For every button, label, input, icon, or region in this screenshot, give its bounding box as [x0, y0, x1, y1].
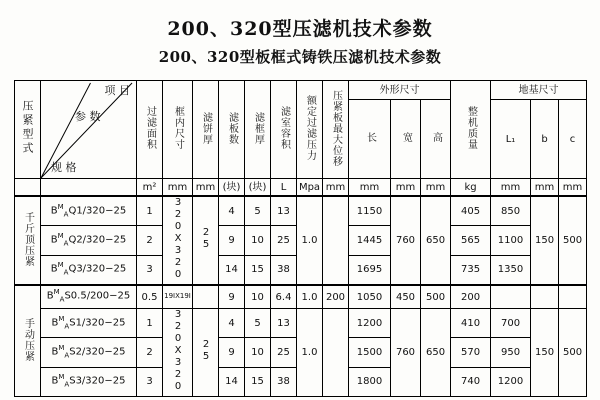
- model-sub: A: [63, 268, 69, 277]
- cell-plate-count: 9: [219, 338, 245, 367]
- cell-base-l1: 1100: [491, 226, 531, 255]
- cell-base-b: [531, 285, 559, 309]
- cell-base-b: 150: [531, 196, 559, 285]
- cell-base-c: 500: [559, 196, 587, 285]
- cell-outer-len: 1445: [349, 226, 391, 255]
- cell-chamber-volume: 25: [271, 226, 297, 255]
- cell-plate-count: 4: [219, 309, 245, 338]
- model-sup: M: [58, 373, 65, 382]
- header-corner-cell: [41, 81, 137, 179]
- header-outer-hgt: [421, 100, 451, 179]
- cell-frame-size: 19IX19I: [163, 285, 193, 309]
- model-sub: A: [59, 295, 65, 304]
- header-row-groups: [15, 81, 587, 100]
- model-cell: [41, 367, 137, 396]
- model-sup: M: [57, 202, 64, 211]
- unit-spec: [41, 179, 137, 197]
- header-chamber-volume: [271, 81, 297, 179]
- header-corner-spec: 规 格: [51, 160, 77, 174]
- cell-plate-thick: [193, 196, 219, 285]
- cell-outer-len: 1150: [349, 196, 391, 226]
- header-base-group: 地基尺寸: [491, 81, 587, 100]
- cell-base-c: 500: [559, 309, 587, 397]
- cell-rated-pressure: 1.0: [297, 309, 323, 397]
- cell-outer-hgt: 500: [421, 285, 451, 309]
- header-machine-weight: [451, 81, 491, 179]
- cell-frame-thick: 10: [245, 338, 271, 367]
- cell-max-stroke: [323, 196, 349, 285]
- model-post: Q2/320−25: [68, 234, 127, 246]
- cell-plate-count: 9: [219, 226, 245, 255]
- header-outer-len: [349, 100, 391, 179]
- cell-chamber-volume: 38: [271, 367, 297, 396]
- cell-machine-weight: 570: [451, 338, 491, 367]
- units-row: [15, 179, 587, 197]
- unit-plate-count: (块): [219, 179, 245, 197]
- cell-plate-count: 4: [219, 196, 245, 226]
- cell-plate-thick: [193, 285, 219, 309]
- cell-max-stroke: [323, 309, 349, 397]
- cell-machine-weight: 565: [451, 226, 491, 255]
- cell-frame-thick: 15: [245, 367, 271, 396]
- header-outer-wid: [391, 100, 421, 179]
- model-post: S1/320−25: [69, 316, 126, 328]
- table-row: [15, 196, 587, 226]
- model-cell: [41, 226, 137, 255]
- table-row: [15, 285, 587, 309]
- model-sup: M: [58, 343, 65, 352]
- header-frame-size-label: 框内尺寸: [172, 106, 184, 150]
- cell-rated-pressure: 1.0: [297, 196, 323, 285]
- header-press-type-label: 压紧型式: [21, 100, 34, 156]
- unit-chamber-volume: L: [271, 179, 297, 197]
- model-sub: A: [64, 321, 70, 330]
- header-base-l1: L₁: [491, 100, 531, 179]
- cell-outer-len: 1500: [349, 338, 391, 367]
- group1-press-type-label: 千斤顶压紧: [22, 211, 34, 267]
- header-plate-count-label: 滤板数: [226, 111, 238, 145]
- cell-machine-weight: 740: [451, 367, 491, 396]
- header-outer-wid-label: 宽: [400, 132, 412, 143]
- cell-frame-size-label: 320X320: [172, 309, 184, 393]
- model-sup: M: [57, 231, 64, 240]
- header-corner-item: 项 目: [104, 84, 130, 97]
- cell-filter-area: 1: [137, 309, 163, 338]
- model-prefix: B: [46, 290, 54, 302]
- cell-base-l1: [491, 285, 531, 309]
- header-machine-weight-label: 整机质量: [465, 106, 477, 150]
- header-max-stroke-label: 压紧板最大位移: [330, 89, 342, 167]
- header-press-type: [15, 81, 41, 179]
- model-prefix: B: [50, 205, 58, 216]
- spec-table: [14, 80, 587, 397]
- cell-plate-thick: [193, 309, 219, 397]
- cell-machine-weight: 200: [451, 285, 491, 309]
- unit-outer-hgt: mm: [421, 179, 451, 197]
- header-frame-size: [163, 81, 193, 179]
- unit-base-b: mm: [531, 179, 559, 197]
- cell-outer-len: 1050: [349, 285, 391, 309]
- page-title: 200、320型压滤机技术参数: [167, 18, 433, 40]
- cell-base-l1: 850: [491, 196, 531, 226]
- model-post: S0.5/200−25: [64, 290, 131, 302]
- cell-frame-size-label: 320X320: [172, 197, 184, 281]
- unit-frame-thick: (块): [245, 179, 271, 197]
- table-row: [15, 309, 587, 338]
- unit-max-stroke: mm: [323, 179, 349, 197]
- cell-outer-len: 1800: [349, 367, 391, 396]
- cell-filter-area: 3: [137, 255, 163, 285]
- cell-machine-weight: 735: [451, 255, 491, 285]
- unit-base-c: mm: [559, 179, 587, 197]
- cell-outer-wid: 450: [391, 285, 421, 309]
- cell-plate-thick-label: 25: [200, 227, 212, 251]
- model-cell: [41, 196, 137, 226]
- model-cell: [41, 309, 137, 338]
- cell-outer-len: 1200: [349, 309, 391, 338]
- cell-frame-thick: 10: [245, 226, 271, 255]
- unit-filter-area: m²: [137, 179, 163, 197]
- page-subtitle: 200、320型板框式铸铁压滤机技术参数: [158, 48, 442, 66]
- cell-chamber-volume: 13: [271, 196, 297, 226]
- cell-base-l1: 700: [491, 309, 531, 338]
- cell-filter-area: 2: [137, 338, 163, 367]
- model-sup: M: [57, 261, 64, 270]
- cell-base-l1: 950: [491, 338, 531, 367]
- header-frame-thick-label: 滤框厚: [252, 111, 264, 145]
- model-sub: A: [63, 239, 69, 248]
- model-prefix: B: [51, 316, 59, 328]
- group2-press-type-label: 手动压紧: [22, 317, 34, 362]
- model-sub: A: [64, 380, 70, 389]
- cell-frame-thick: 5: [245, 309, 271, 338]
- header-plate-thick-label: 滤饼厚: [200, 111, 212, 145]
- unit-press-type: [15, 179, 41, 197]
- unit-rated-pressure: Mpa: [297, 179, 323, 197]
- cell-base-l1: 1200: [491, 367, 531, 396]
- cell-plate-count: 14: [219, 255, 245, 285]
- header-max-stroke: [323, 81, 349, 179]
- header-filter-area-label: 过滤面积: [144, 106, 156, 150]
- group2-press-type: [15, 285, 41, 397]
- model-sub: A: [64, 351, 70, 360]
- cell-filter-area: 0.5: [137, 285, 163, 309]
- model-prefix: B: [50, 234, 58, 246]
- cell-outer-len: 1695: [349, 255, 391, 285]
- model-prefix: B: [51, 375, 59, 387]
- header-chamber-volume-label: 滤室容积: [278, 106, 290, 150]
- cell-plate-count: 9: [219, 285, 245, 309]
- cell-frame-thick: 15: [245, 255, 271, 285]
- header-outer-group: 外形尺寸: [349, 81, 451, 100]
- cell-frame-size: [163, 196, 193, 285]
- header-rated-pressure: [297, 81, 323, 179]
- cell-max-stroke: 200: [323, 285, 349, 309]
- unit-machine-weight: kg: [451, 179, 491, 197]
- cell-plate-count: 14: [219, 367, 245, 396]
- model-cell: [41, 255, 137, 285]
- cell-outer-hgt: 650: [421, 309, 451, 397]
- cell-outer-wid: 760: [391, 196, 421, 285]
- header-filter-area: [137, 81, 163, 179]
- model-sup: M: [53, 288, 60, 297]
- model-post: Q3/320−25: [68, 263, 127, 275]
- cell-filter-area: 3: [137, 367, 163, 396]
- cell-chamber-volume: 25: [271, 338, 297, 367]
- model-prefix: B: [51, 346, 59, 358]
- header-outer-len-label: 长: [364, 132, 376, 143]
- group1-press-type: [15, 196, 41, 285]
- cell-chamber-volume: 38: [271, 255, 297, 285]
- model-post: Q1/320−25: [68, 205, 127, 216]
- cell-filter-area: 1: [137, 196, 163, 226]
- unit-outer-wid: mm: [391, 179, 421, 197]
- cell-base-l1: 1350: [491, 255, 531, 285]
- cell-outer-wid: 760: [391, 309, 421, 397]
- model-sup: M: [58, 314, 65, 323]
- cell-machine-weight: 410: [451, 309, 491, 338]
- header-plate-count: [219, 81, 245, 179]
- model-sub: A: [63, 210, 69, 218]
- model-cell: [41, 285, 137, 309]
- cell-chamber-volume: 6.4: [271, 285, 297, 309]
- header-corner-param: 参 数: [75, 110, 101, 123]
- header-outer-hgt-label: 高: [430, 132, 442, 143]
- cell-rated-pressure: 1.0: [297, 285, 323, 309]
- cell-machine-weight: 405: [451, 196, 491, 226]
- model-cell: [41, 338, 137, 367]
- header-plate-thick: [193, 81, 219, 179]
- model-post: S3/320−25: [69, 375, 126, 387]
- header-rated-pressure-label: 额定过滤压力: [304, 95, 316, 161]
- cell-frame-size: [163, 309, 193, 397]
- cell-frame-thick: 5: [245, 196, 271, 226]
- model-post: S2/320−25: [69, 346, 126, 358]
- header-frame-thick: [245, 81, 271, 179]
- cell-chamber-volume: 13: [271, 309, 297, 338]
- cell-base-b: 150: [531, 309, 559, 397]
- unit-outer-len: mm: [349, 179, 391, 197]
- header-base-b: b: [531, 100, 559, 179]
- cell-base-c: [559, 285, 587, 309]
- cell-filter-area: 2: [137, 226, 163, 255]
- cell-plate-thick-label: 25: [200, 339, 212, 363]
- cell-frame-thick: 10: [245, 285, 271, 309]
- unit-frame-size: mm: [163, 179, 193, 197]
- header-base-c: c: [559, 100, 587, 179]
- cell-outer-hgt: 650: [421, 196, 451, 285]
- unit-plate-thick: mm: [193, 179, 219, 197]
- model-prefix: B: [50, 263, 58, 275]
- unit-base-l1: mm: [491, 179, 531, 197]
